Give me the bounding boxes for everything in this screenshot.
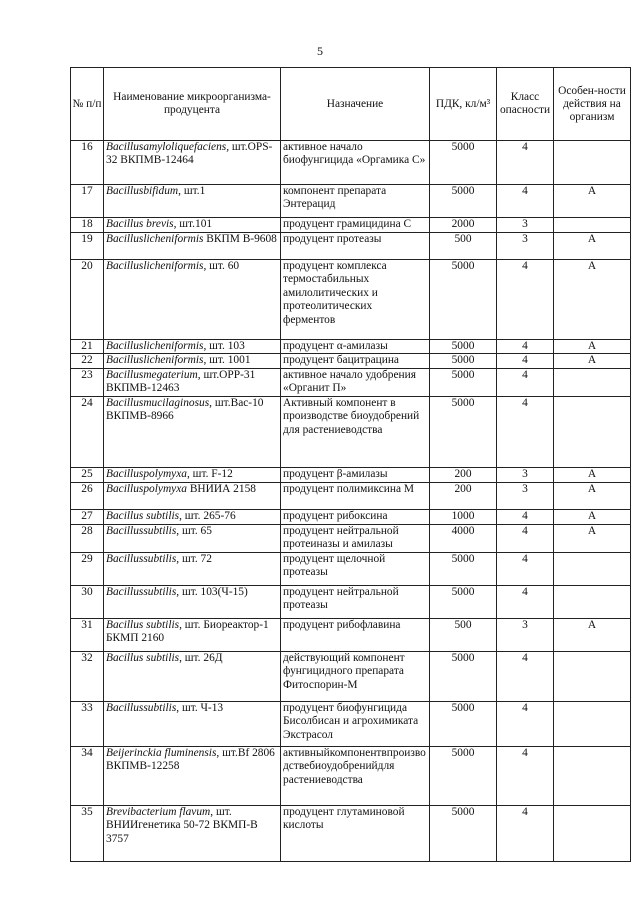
- feature-cell: А: [554, 233, 631, 260]
- table-row: [71, 354, 631, 368]
- strain-info: шт.OPS-32 ВКПМВ-12464: [106, 141, 273, 167]
- table-row: [71, 651, 631, 701]
- purpose-cell: продуцент биофунгицида Бисолбисан и агрохимиката Экстрасол: [281, 701, 430, 746]
- microorganism-name: [104, 701, 281, 746]
- pdk-value: 5000: [451, 141, 475, 153]
- feature-cell: [554, 141, 631, 185]
- hazard-class-value: 4: [522, 141, 528, 153]
- table-row: [71, 185, 631, 218]
- species-name: Bacilluslicheniformis: [106, 260, 204, 272]
- header-feature: Особен-ности действия на организм: [554, 68, 631, 141]
- microorganism-name: [104, 552, 281, 585]
- pdk-value: 5000: [451, 260, 475, 272]
- microorganism-table: [70, 67, 631, 862]
- row-number: 30: [71, 585, 104, 618]
- row-number: 31: [71, 618, 104, 651]
- table-row: [71, 509, 631, 524]
- microorganism-name: [104, 354, 281, 368]
- species-name: Bacillus subtilis: [106, 618, 180, 631]
- header-name: Наименование микроорганизма-продуцента: [104, 68, 281, 141]
- table-row: [71, 524, 631, 552]
- pdk-cell: [430, 233, 497, 260]
- purpose-cell: действующий компонент фунгицидного препарата Фитоспорин-М: [281, 651, 430, 701]
- feature-cell: [554, 746, 631, 805]
- row-number: 34: [71, 746, 104, 805]
- microorganism-name: [104, 805, 281, 861]
- species-name: Bacillussubtilis: [106, 552, 177, 565]
- hazard-class-value: 4: [522, 354, 528, 367]
- strain-info: ВНИИА 2158: [186, 482, 256, 495]
- pdk-cell: [430, 185, 497, 218]
- row-number: 21: [71, 340, 104, 354]
- hazard-class-value: 4: [522, 185, 528, 197]
- hazard-class-cell: [497, 618, 554, 651]
- row-number: 29: [71, 552, 104, 585]
- microorganism-name: [104, 233, 281, 260]
- purpose-cell: компонент препарата Энтерацид: [281, 185, 430, 218]
- purpose-cell: активное начало биофунгицида «Оргамика С»: [281, 141, 430, 185]
- pdk-cell: [430, 141, 497, 185]
- microorganism-name: [104, 651, 281, 701]
- species-name: Bacillus brevis: [106, 218, 174, 230]
- hazard-class-value: 3: [522, 218, 528, 230]
- table-body: [71, 141, 631, 862]
- row-number: 18: [71, 218, 104, 233]
- header-num: № п/п: [71, 68, 104, 141]
- feature-cell: А: [554, 354, 631, 368]
- row-number: 27: [71, 509, 104, 524]
- pdk-cell: [430, 467, 497, 482]
- species-name: Bacillusamyloliquefaciens,: [106, 141, 230, 153]
- row-number: 28: [71, 524, 104, 552]
- row-number: 26: [71, 482, 104, 509]
- feature-cell: [554, 585, 631, 618]
- microorganism-name: [104, 746, 281, 805]
- pdk-cell: [430, 354, 497, 368]
- pdk-value: 5000: [451, 805, 475, 818]
- hazard-class-value: 3: [522, 482, 528, 495]
- purpose-cell: продуцент α-амилазы: [281, 340, 430, 354]
- microorganism-name: [104, 618, 281, 651]
- hazard-class-cell: [497, 524, 554, 552]
- hazard-class-value: 4: [522, 805, 528, 818]
- microorganism-name: [104, 340, 281, 354]
- pdk-cell: [430, 585, 497, 618]
- pdk-value: 4000: [451, 524, 475, 537]
- pdk-value: 500: [454, 618, 472, 631]
- feature-cell: [554, 368, 631, 396]
- hazard-class-cell: [497, 218, 554, 233]
- pdk-value: 200: [454, 482, 472, 495]
- hazard-class-cell: [497, 396, 554, 467]
- row-number: 32: [71, 651, 104, 701]
- table-row: [71, 701, 631, 746]
- table-header-row: [71, 68, 631, 141]
- feature-cell: А: [554, 340, 631, 354]
- table-row: [71, 340, 631, 354]
- microorganism-name: [104, 218, 281, 233]
- purpose-cell: активное начало удобрения «Органит П»: [281, 368, 430, 396]
- species-name: Bacilluspolymyxa: [106, 467, 187, 480]
- species-name: Bacilluslicheniformis: [106, 233, 204, 245]
- strain-info: , шт. 72: [176, 552, 212, 565]
- table-row: [71, 218, 631, 233]
- purpose-cell: продуцент протеазы: [281, 233, 430, 260]
- hazard-class-cell: [497, 260, 554, 340]
- strain-info: , шт.Вас-10 ВКПМВ-8966: [106, 396, 264, 423]
- species-name: Bacillussubtilis: [106, 585, 177, 598]
- row-number: 20: [71, 260, 104, 340]
- strain-info: , шт. F-12: [186, 467, 233, 480]
- hazard-class-value: 4: [522, 524, 528, 537]
- feature-cell: А: [554, 482, 631, 509]
- species-name: Bacilluspolymyxa: [106, 482, 187, 495]
- microorganism-name: [104, 185, 281, 218]
- table-row: [71, 141, 631, 185]
- microorganism-name: [104, 524, 281, 552]
- row-number: 24: [71, 396, 104, 467]
- hazard-class-cell: [497, 585, 554, 618]
- microorganism-name: [104, 509, 281, 524]
- feature-cell: А: [554, 467, 631, 482]
- purpose-cell: продуцент нейтральной протеазы: [281, 585, 430, 618]
- hazard-class-cell: [497, 340, 554, 354]
- pdk-value: 500: [454, 233, 472, 245]
- header-purpose: Назначение: [281, 68, 430, 141]
- species-name: Bacillusmegaterium: [106, 368, 198, 381]
- table-row: [71, 233, 631, 260]
- pdk-value: 1000: [451, 509, 475, 522]
- feature-cell: А: [554, 524, 631, 552]
- strain-info: , шт. 26Д: [179, 651, 223, 664]
- pdk-cell: [430, 701, 497, 746]
- pdk-value: 5000: [451, 185, 475, 197]
- hazard-class-cell: [497, 467, 554, 482]
- pdk-cell: [430, 368, 497, 396]
- table-row: [71, 552, 631, 585]
- strain-info: , шт. 103(Ч-15): [176, 585, 248, 598]
- hazard-class-value: 4: [522, 746, 528, 759]
- strain-info: ВКПМ В-9608: [203, 233, 277, 245]
- pdk-value: 5000: [451, 701, 475, 714]
- feature-cell: А: [554, 260, 631, 340]
- hazard-class-value: 4: [522, 368, 528, 381]
- pdk-value: 2000: [451, 218, 475, 230]
- pdk-value: 5000: [451, 585, 475, 598]
- table-row: [71, 618, 631, 651]
- hazard-class-cell: [497, 482, 554, 509]
- hazard-class-value: 4: [522, 509, 528, 522]
- row-number: 22: [71, 354, 104, 368]
- row-number: 17: [71, 185, 104, 218]
- species-name: Bacillusmucilaginosus: [106, 396, 210, 409]
- microorganism-name: [104, 368, 281, 396]
- hazard-class-cell: [497, 368, 554, 396]
- feature-cell: [554, 701, 631, 746]
- strain-info: , шт. ВНИИгенетика 50-72 ВКМП-В 3757: [106, 805, 258, 845]
- table-row: [71, 805, 631, 861]
- header-hazard: Класс опасности: [497, 68, 554, 141]
- pdk-value: 5000: [451, 552, 475, 565]
- hazard-class-value: 4: [522, 701, 528, 714]
- pdk-cell: [430, 396, 497, 467]
- species-name: Bacillussubtilis: [106, 701, 177, 714]
- pdk-cell: [430, 482, 497, 509]
- hazard-class-value: 3: [522, 233, 528, 245]
- pdk-cell: [430, 260, 497, 340]
- hazard-class-cell: [497, 701, 554, 746]
- pdk-value: 5000: [451, 651, 475, 664]
- species-name: Bacillus subtilis: [106, 509, 180, 522]
- hazard-class-value: 3: [522, 618, 528, 631]
- pdk-value: 5000: [451, 746, 475, 759]
- hazard-class-cell: [497, 552, 554, 585]
- feature-cell: А: [554, 509, 631, 524]
- row-number: 19: [71, 233, 104, 260]
- hazard-class-cell: [497, 141, 554, 185]
- pdk-cell: [430, 340, 497, 354]
- table-row: [71, 585, 631, 618]
- hazard-class-cell: [497, 509, 554, 524]
- purpose-cell: продуцент рибоксина: [281, 509, 430, 524]
- hazard-class-value: 4: [522, 552, 528, 565]
- hazard-class-value: 4: [522, 260, 528, 272]
- purpose-cell: продуцент щелочной протеазы: [281, 552, 430, 585]
- feature-cell: [554, 552, 631, 585]
- species-name: Bacillus subtilis: [106, 651, 180, 664]
- hazard-class-cell: [497, 651, 554, 701]
- hazard-class-value: 3: [522, 467, 528, 480]
- hazard-class-value: 4: [522, 396, 528, 409]
- row-number: 33: [71, 701, 104, 746]
- table-row: [71, 482, 631, 509]
- strain-info: , шт. 60: [203, 260, 240, 272]
- feature-cell: [554, 396, 631, 467]
- purpose-cell: продуцент рибофлавина: [281, 618, 430, 651]
- strain-info: , шт. 65: [176, 524, 212, 537]
- row-number: 16: [71, 141, 104, 185]
- purpose-cell: продуцент глутаминовой кислоты: [281, 805, 430, 861]
- strain-info: , шт. Ч-13: [176, 701, 224, 714]
- feature-cell: [554, 218, 631, 233]
- strain-info: , шт. 103: [203, 340, 245, 352]
- purpose-cell: продуцент нейтральной протеиназы и амилазы: [281, 524, 430, 552]
- header-pdk: ПДК, кл/м³: [430, 68, 497, 141]
- pdk-cell: [430, 509, 497, 524]
- table-row: [71, 260, 631, 340]
- feature-cell: [554, 805, 631, 861]
- table-row: [71, 467, 631, 482]
- microorganism-name: [104, 260, 281, 340]
- pdk-cell: [430, 552, 497, 585]
- pdk-value: 5000: [451, 396, 475, 409]
- species-name: Bacilluslicheniformis: [106, 354, 204, 367]
- species-name: Beijerinckia fluminensis: [106, 746, 217, 759]
- hazard-class-cell: [497, 233, 554, 260]
- table-row: [71, 746, 631, 805]
- microorganism-name: [104, 396, 281, 467]
- purpose-cell: продуцент β-амилазы: [281, 467, 430, 482]
- pdk-value: 200: [454, 467, 472, 480]
- hazard-class-cell: [497, 185, 554, 218]
- feature-cell: А: [554, 185, 631, 218]
- species-name: Brevibacterium flavum: [106, 805, 211, 818]
- strain-info: , шт. Биореактор-1 БКМП 2160: [106, 618, 269, 645]
- hazard-class-cell: [497, 805, 554, 861]
- feature-cell: [554, 651, 631, 701]
- species-name: Bacillusbifidum: [106, 185, 179, 197]
- hazard-class-cell: [497, 354, 554, 368]
- row-number: 35: [71, 805, 104, 861]
- purpose-cell: продуцент комплекса термостабильных амилолитических и протеолитических ферментов: [281, 260, 430, 340]
- table-row: [71, 396, 631, 467]
- species-name: Bacilluslicheniformis: [106, 340, 204, 352]
- strain-info: , шт. 265-76: [179, 509, 236, 522]
- page-number: 5: [317, 44, 323, 58]
- hazard-class-cell: [497, 746, 554, 805]
- row-number: 23: [71, 368, 104, 396]
- microorganism-name: [104, 585, 281, 618]
- strain-info: , шт.1: [178, 185, 206, 197]
- species-name: Bacillussubtilis: [106, 524, 177, 537]
- hazard-class-value: 4: [522, 340, 528, 352]
- strain-info: , шт. 1001: [203, 354, 251, 367]
- microorganism-name: [104, 141, 281, 185]
- microorganism-name: [104, 467, 281, 482]
- strain-info: , шт.101: [173, 218, 213, 230]
- hazard-class-value: 4: [522, 651, 528, 664]
- pdk-cell: [430, 651, 497, 701]
- feature-cell: А: [554, 618, 631, 651]
- strain-info: , шт.Bf 2806 ВКПМВ-12258: [106, 746, 275, 773]
- table-row: [71, 368, 631, 396]
- purpose-cell: продуцент полимиксина М: [281, 482, 430, 509]
- pdk-cell: [430, 524, 497, 552]
- purpose-cell: активныйкомпонентвпроизводствебиоудобренийдля растениеводства: [281, 746, 430, 805]
- microorganism-name: [104, 482, 281, 509]
- pdk-cell: [430, 805, 497, 861]
- pdk-cell: [430, 618, 497, 651]
- purpose-cell: продуцент бацитрацина: [281, 354, 430, 368]
- purpose-cell: продуцент грамицидина С: [281, 218, 430, 233]
- purpose-cell: Активный компонент в производстве биоудобрений для растениеводства: [281, 396, 430, 467]
- pdk-value: 5000: [451, 368, 475, 381]
- hazard-class-value: 4: [522, 585, 528, 598]
- pdk-value: 5000: [451, 340, 475, 352]
- pdk-cell: [430, 746, 497, 805]
- pdk-value: 5000: [451, 354, 475, 367]
- pdk-cell: [430, 218, 497, 233]
- row-number: 25: [71, 467, 104, 482]
- strain-info: , шт.ОРР-31 ВКПМВ-12463: [106, 368, 256, 395]
